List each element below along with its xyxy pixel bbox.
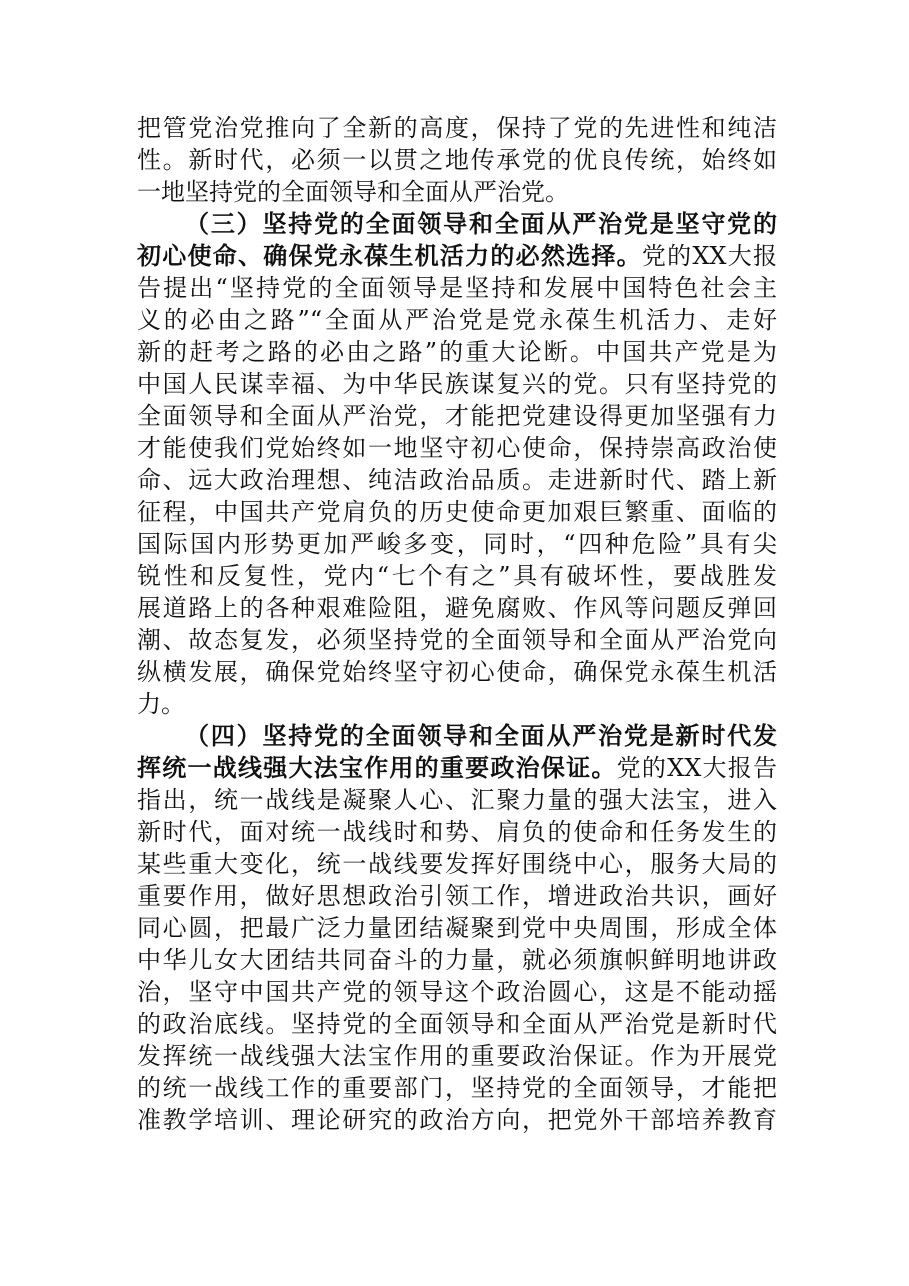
- text-line: 准教学培训、理论研究的政治方向，把党外干部培养教育: [137, 1106, 777, 1134]
- text-fragment: 党的XX大报告: [616, 754, 778, 782]
- text-line: 某些重大变化，统一战线要发挥好围绕中心，服务大局的: [137, 850, 777, 878]
- text-line: 一地坚持党的全面领导和全面从严治党。: [137, 178, 569, 206]
- text-line: 锐性和反复性，党内“七个有之”具有破坏性，要战胜发: [137, 562, 777, 590]
- text-line: 力。: [137, 690, 185, 718]
- text-line: 指出，统一战线是凝聚人心、汇聚力量的强大法宝，进入: [137, 786, 777, 814]
- text-line: 的政治底线。坚持党的全面领导和全面从严治党是新时代: [137, 1010, 777, 1038]
- text-line: 重要作用，做好思想政治引领工作，增进政治共识，画好: [137, 882, 777, 910]
- text-line: 展道路上的各种艰难险阻，避免腐败、作风等问题反弹回: [137, 594, 777, 622]
- text-line: 治，坚守中国共产党的领导这个政治圆心，这是不能动摇: [137, 978, 777, 1006]
- text-line: [137, 241, 777, 271]
- text-line: 性。新时代，必须一以贯之地传承党的优良传统，始终如: [137, 146, 777, 174]
- text-line: 全面领导和全面从严治党，才能把党建设得更加坚强有力: [137, 402, 777, 430]
- text-line: [137, 753, 777, 783]
- text-fragment: 党的XX大报: [641, 242, 778, 270]
- document-body: [137, 113, 777, 1137]
- section-heading-3: （三）坚持党的全面领导和全面从严治党是坚守党的: [185, 209, 777, 238]
- section-heading-4-cont: 挥统一战线强大法宝作用的重要政治保证。: [137, 753, 617, 782]
- text-line: 的统一战线工作的重要部门，坚持党的全面领导，才能把: [137, 1074, 777, 1102]
- text-line: 义的必由之路”“全面从严治党是党永葆生机活力、走好: [137, 306, 777, 334]
- text-line: 发挥统一战线强大法宝作用的重要政治保证。作为开展党: [137, 1042, 777, 1070]
- text-line: 征程，中国共产党肩负的历史使命更加艰巨繁重、面临的: [137, 498, 777, 526]
- text-line: 命、远大政治理想、纯洁政治品质。走进新时代、踏上新: [137, 466, 777, 494]
- text-line: 同心圆，把最广泛力量团结凝聚到党中央周围，形成全体: [137, 914, 777, 942]
- text-line: 才能使我们党始终如一地坚守初心使命，保持崇高政治使: [137, 434, 777, 462]
- text-line: 中华儿女大团结共同奋斗的力量，就必须旗帜鲜明地讲政: [137, 946, 777, 974]
- section-heading-3-cont: 初心使命、确保党永葆生机活力的必然选择。: [137, 241, 642, 270]
- text-line: 中国人民谋幸福、为中华民族谋复兴的党。只有坚持党的: [137, 370, 777, 398]
- text-line: 纵横发展，确保党始终坚守初心使命，确保党永葆生机活: [137, 658, 777, 686]
- text-line: 告提出“坚持党的全面领导是坚持和发展中国特色社会主: [137, 274, 777, 302]
- text-line: 潮、故态复发，必须坚持党的全面领导和全面从严治党向: [137, 626, 777, 654]
- text-line: 新的赶考之路的必由之路”的重大论断。中国共产党是为: [137, 338, 777, 366]
- section-heading-4: （四）坚持党的全面领导和全面从严治党是新时代发: [185, 721, 777, 750]
- text-line: 新时代，面对统一战线时和势、肩负的使命和任务发生的: [137, 818, 777, 846]
- text-line: 国际国内形势更加严峻多变，同时，“四种危险”具有尖: [137, 530, 777, 558]
- text-line: 把管党治党推向了全新的高度，保持了党的先进性和纯洁: [137, 114, 777, 142]
